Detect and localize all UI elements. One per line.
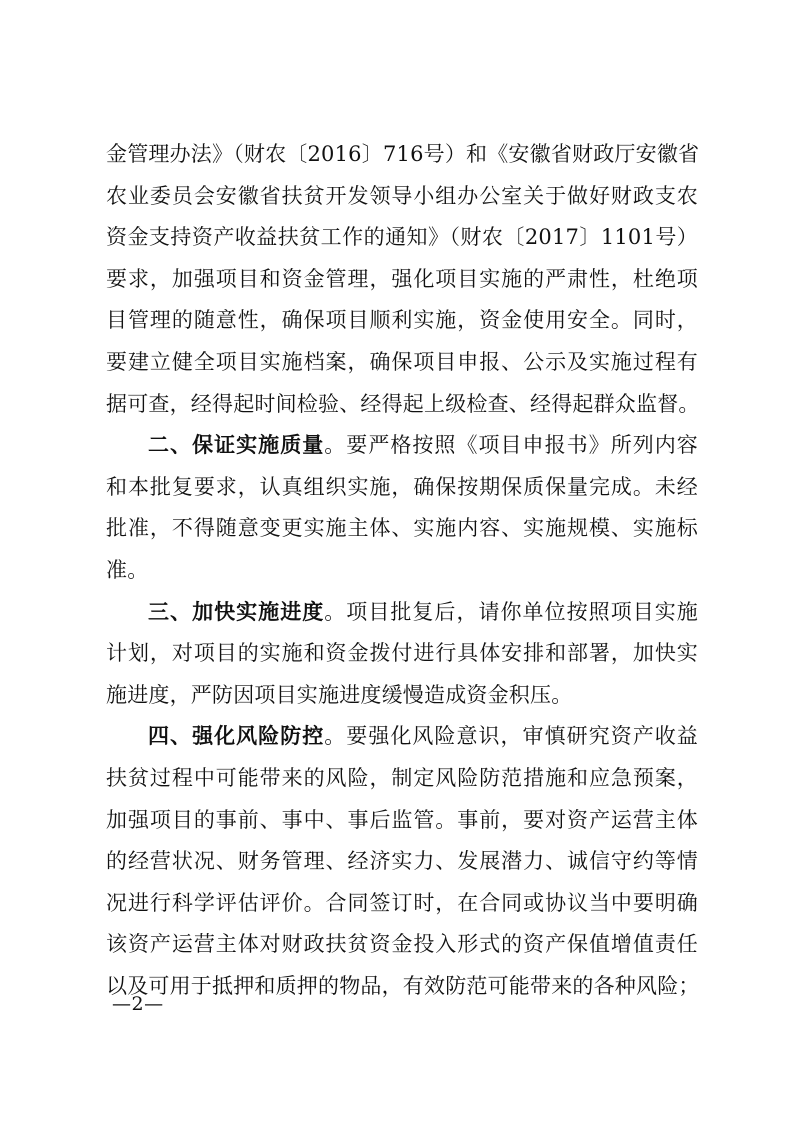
paragraph-line-2 bbox=[106, 176, 698, 218]
line-text: 。要严格按照《项目申报书》所列内容 bbox=[324, 433, 698, 458]
paragraph-line-16 bbox=[106, 758, 698, 800]
page-number: —2— bbox=[112, 993, 164, 1015]
line-text: 以及可用于抵押和质押的物品，有效防范可能带来的各种风险； bbox=[106, 973, 700, 998]
paragraph-line-13 bbox=[106, 633, 698, 675]
section-heading: 二、保证实施质量 bbox=[148, 433, 325, 458]
section-heading: 三、加快实施进度 bbox=[148, 599, 325, 624]
paragraph-line-3 bbox=[106, 217, 698, 259]
line-text: 况进行科学评估评价。合同签订时，在合同或协议当中要明确 bbox=[106, 890, 698, 915]
paragraph-line-9 bbox=[106, 467, 698, 509]
paragraph-line-10 bbox=[106, 508, 698, 550]
paragraph-line-7 bbox=[106, 384, 698, 426]
line-text: 。项目批复后，请你单位按照项目实施 bbox=[324, 599, 698, 624]
line-text: 。要强化风险意识，审慎研究资产收益 bbox=[324, 724, 698, 749]
line-text: 金管理办法》（财农〔2016〕716号）和《安徽省财政厅安徽省 bbox=[106, 142, 700, 166]
section-three-heading-line bbox=[106, 592, 698, 634]
paragraph-line-17 bbox=[106, 800, 698, 842]
paragraph-line-4 bbox=[106, 259, 698, 301]
section-two-heading-line bbox=[106, 425, 698, 467]
line-text: 计划，对项目的实施和资金拨付进行具体安排和部署，加快实 bbox=[106, 641, 698, 666]
line-text: 该资产运营主体对财政扶贫资金投入形式的资产保值增值责任 bbox=[106, 932, 698, 957]
line-text: 资金支持资产收益扶贫工作的通知》（财农〔2017〕1101号） bbox=[106, 225, 698, 250]
paragraph-line-20 bbox=[106, 924, 698, 966]
paragraph-line-5 bbox=[106, 300, 698, 342]
line-text: 准。 bbox=[106, 557, 149, 582]
line-text: 扶贫过程中可能带来的风险，制定风险防范措施和应急预案， bbox=[106, 765, 698, 790]
line-text: 的经营状况、财务管理、经济实力、发展潜力、诚信守约等情 bbox=[106, 849, 698, 874]
paragraph-line-18 bbox=[106, 841, 698, 883]
line-text: 目管理的随意性，确保项目顺利实施，资金使用安全。同时， bbox=[106, 308, 698, 333]
section-four-heading-line bbox=[106, 716, 698, 758]
line-text: 批准，不得随意变更实施主体、实施内容、实施规模、实施标 bbox=[106, 516, 698, 541]
paragraph-line-6 bbox=[106, 342, 698, 384]
line-text: 加强项目的事前、事中、事后监管。事前，要对资产运营主体 bbox=[106, 807, 698, 832]
paragraph-line-21 bbox=[106, 966, 698, 1008]
line-text: 和本批复要求，认真组织实施，确保按期保质保量完成。未经 bbox=[106, 474, 698, 499]
document-body bbox=[106, 134, 698, 1007]
section-heading: 四、强化风险防控 bbox=[148, 724, 325, 749]
line-text: 要建立健全项目实施档案，确保项目申报、公示及实施过程有 bbox=[106, 349, 698, 374]
paragraph-line-11 bbox=[106, 550, 698, 592]
line-text: 据可查，经得起时间检验、经得起上级检查、经得起群众监督。 bbox=[106, 391, 700, 416]
line-text: 要求，加强项目和资金管理，强化项目实施的严肃性，杜绝项 bbox=[106, 266, 698, 291]
paragraph-line-19 bbox=[106, 883, 698, 925]
paragraph-line-1 bbox=[106, 134, 698, 176]
line-text: 施进度，严防因项目实施进度缓慢造成资金积压。 bbox=[106, 682, 573, 707]
line-text: 农业委员会安徽省扶贫开发领导小组办公室关于做好财政支农 bbox=[106, 183, 698, 208]
paragraph-line-14 bbox=[106, 675, 698, 717]
